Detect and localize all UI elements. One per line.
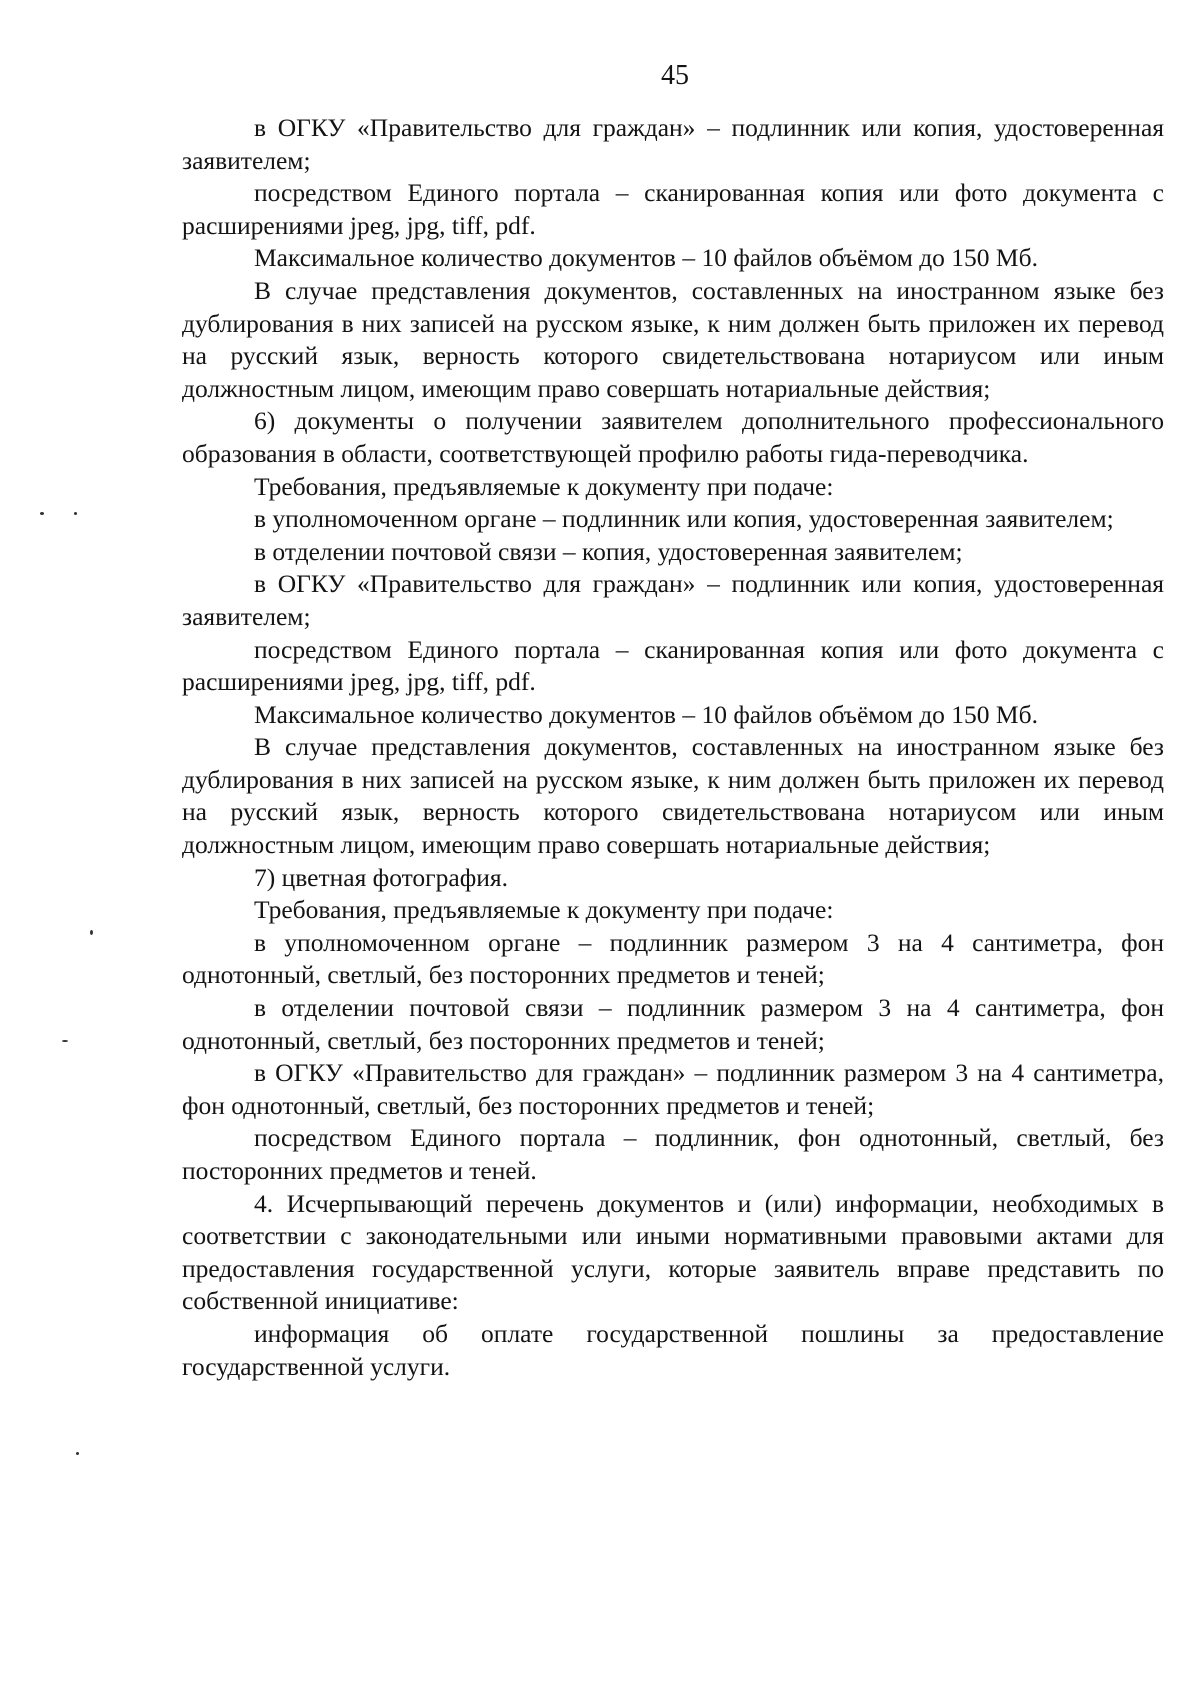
page-number: 45 [661, 60, 689, 91]
paragraph-portal-scan-2: посредством Единого портала – сканированная копия или фото документа с расширениями jpeg, jpg, tiff, pdf. [182, 634, 1164, 697]
scan-speck [62, 1040, 68, 1042]
scan-speck [40, 512, 44, 515]
paragraph-max-files: Максимальное количество документов – 10 файлов объёмом до 150 Мб. [254, 243, 1038, 273]
paragraph-requirements-heading: Требования, предъявляемые к документу при подаче: [254, 471, 834, 501]
paragraph-photo-post-office: в отделении почтовой связи – подлинник размером 3 на 4 сантиметра, фон однотонный, светлый, без посторонних предметов и теней; [182, 993, 1164, 1055]
paragraph-item-4: 4. Исчерпывающий перечень документов и (или) информации, необходимых в соответствии с законодательными или иными нормативными правовыми актами для предоставления государственной услуги, которые заявитель вправе представить по собственной инициативе: [182, 1188, 1164, 1316]
paragraph-foreign-language-2: В случае представления документов, составленных на иностранном языке без дублирования в них записей на русском языке, к ним должен быть приложен их перевод на русский язык, верность которого свидетельствована нотариусом или иным должностным лицом, имеющим право совершать нотариальные действия; [182, 732, 1164, 860]
paragraph-state-duty: информация об оплате государственной пошлины за предоставление государственной услуги. [182, 1318, 1164, 1381]
paragraph-item-6: 6) документы о получении заявителем дополнительного профессионального образования в области, соответствующей профилю работы гида-переводчика. [182, 406, 1164, 468]
paragraph-portal-scan: посредством Единого портала – сканированная копия или фото документа с расширениями jpeg, jpg, tiff, pdf. [182, 178, 1164, 240]
paragraph-photo-authorized-body: в уполномоченном органе – подлинник размером 3 на 4 сантиметра, фон однотонный, светлый, без посторонних предметов и теней; [182, 927, 1164, 990]
paragraph-foreign-language: В случае представления документов, составленных на иностранном языке без дублирования в них записей на русском языке, к ним должен быть приложен их перевод на русский язык, верность которого свидетельствована нотариусом или иным должностным лицом, имеющим право совершать нотариальные действия; [182, 275, 1164, 403]
paragraph-max-files-2: Максимальное количество документов – 10 файлов объёмом до 150 Мб. [254, 699, 1038, 729]
paragraph-post-office: в отделении почтовой связи – копия, удостоверенная заявителем; [254, 536, 963, 566]
document-body [182, 112, 1164, 1383]
scan-speck [76, 1452, 79, 1455]
paragraph-photo-portal: посредством Единого портала – подлинник, фон однотонный, светлый, без посторонних предметов и теней. [182, 1123, 1164, 1185]
scan-speck [90, 930, 93, 935]
paragraph-ogku-copy: в ОГКУ «Правительство для граждан» – подлинник или копия, удостоверенная заявителем; [182, 113, 1164, 175]
scan-speck [74, 512, 77, 515]
paragraph-ogku-copy-2: в ОГКУ «Правительство для граждан» – подлинник или копия, удостоверенная заявителем; [182, 569, 1164, 631]
paragraph-item-7: 7) цветная фотография. [254, 862, 508, 892]
paragraph-authorized-body: в уполномоченном органе – подлинник или копия, удостоверенная заявителем; [254, 504, 1114, 534]
paragraph-requirements-heading-2: Требования, предъявляемые к документу при подаче: [254, 895, 834, 925]
paragraph-photo-ogku: в ОГКУ «Правительство для граждан» – подлинник размером 3 на 4 сантиметра, фон однотонный, светлый, без посторонних предметов и теней; [182, 1058, 1164, 1120]
